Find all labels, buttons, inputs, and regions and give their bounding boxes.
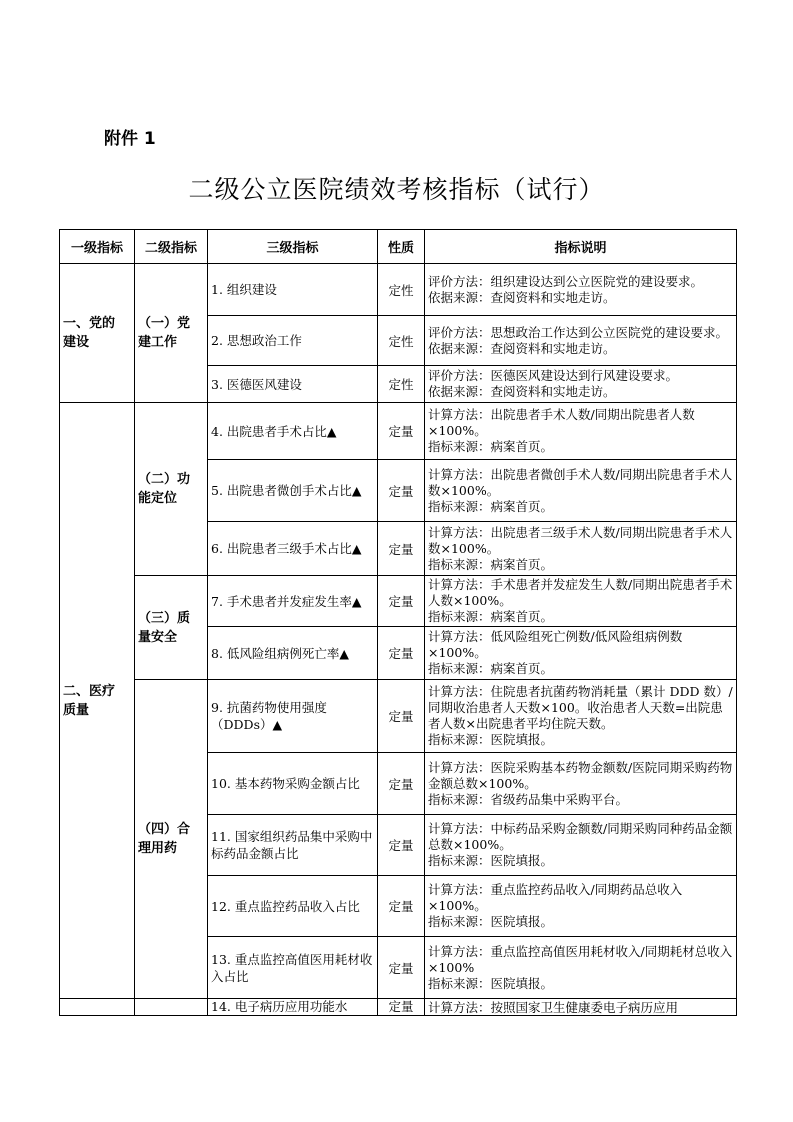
nature-cell: 定量 [378, 627, 425, 680]
table-header-row [60, 230, 737, 264]
table-row [60, 680, 737, 753]
table-row [60, 403, 737, 460]
nature-cell: 定量 [378, 753, 425, 815]
description-cell [425, 460, 737, 522]
description-line: 计算方法：中标药品采购金额数/同期采购同种药品金额总数×100%。 [428, 821, 733, 852]
description-cell [425, 999, 737, 1016]
description-line: 依据来源：查阅资料和实地走访。 [428, 384, 616, 399]
description-line: 指标来源：病案首页。 [428, 498, 554, 514]
table-row [60, 999, 737, 1016]
description-cell [425, 366, 737, 403]
description-line: 计算方法：出院患者手术人数/同期出院患者人数×100%。 [428, 407, 695, 438]
level1-cell [60, 264, 135, 403]
description-cell [425, 876, 737, 937]
description-cell [425, 680, 737, 753]
description-line: 指标来源：病案首页。 [428, 439, 554, 454]
nature-cell: 定量 [378, 815, 425, 876]
description-line: 计算方法：低风险组死亡例数/低风险组病例数×100%。 [428, 629, 683, 660]
level2-cell [135, 403, 208, 576]
indicator-table [59, 229, 737, 1016]
nature-cell: 定量 [378, 876, 425, 937]
level3-cell: 11. 国家组织药品集中采购中标药品金额占比 [208, 815, 378, 876]
description-line: 依据来源：查阅资料和实地走访。 [428, 340, 616, 356]
header-level2: 二级指标 [135, 230, 208, 264]
description-line: 指标来源：医院填报。 [428, 732, 554, 747]
description-line: 计算方法：手术患者并发症发生人数/同期出院患者手术人数×100%。 [428, 577, 733, 608]
level3-cell: 2. 思想政治工作 [208, 316, 378, 366]
header-level1: 一级指标 [60, 230, 135, 264]
header-level3: 三级指标 [208, 230, 378, 264]
level3-cell: 1. 组织建设 [208, 264, 378, 316]
level2-label: （三）质 量安全 [138, 610, 191, 645]
level2-cell [135, 999, 208, 1016]
level2-cell [135, 576, 208, 680]
level3-cell: 6. 出院患者三级手术占比▲ [208, 522, 378, 576]
description-line: 计算方法：按照国家卫生健康委电子病历应用 [428, 999, 679, 1015]
level2-label: （一）党 建工作 [138, 316, 191, 350]
nature-cell: 定性 [378, 264, 425, 316]
nature-cell: 定量 [378, 403, 425, 460]
description-line: 评价方法：组织建设达到公立医院党的建设要求。 [428, 273, 704, 289]
description-cell [425, 627, 737, 680]
level3-cell: 13. 重点监控高值医用耗材收入占比 [208, 937, 378, 999]
nature-cell: 定量 [378, 937, 425, 999]
description-cell [425, 753, 737, 815]
level3-cell: 14. 电子病历应用功能水 [208, 999, 378, 1016]
nature-cell: 定性 [378, 366, 425, 403]
nature-cell: 定量 [378, 680, 425, 753]
description-line: 依据来源：查阅资料和实地走访。 [428, 289, 616, 305]
level1-label: 二、医疗 质量 [63, 683, 116, 718]
description-line: 计算方法：重点监控高值医用耗材收入/同期耗材总收入×100% [428, 943, 733, 975]
description-line: 计算方法：出院患者微创手术人数/同期出院患者手术人数×100%。 [428, 466, 733, 498]
description-line: 评价方法：思想政治工作达到公立医院党的建设要求。 [428, 324, 729, 340]
description-cell [425, 403, 737, 460]
level3-cell: 5. 出院患者微创手术占比▲ [208, 460, 378, 522]
level2-cell [135, 680, 208, 999]
nature-cell: 定性 [378, 316, 425, 366]
level3-cell: 7. 手术患者并发症发生率▲ [208, 576, 378, 627]
document-title: 二级公立医院绩效考核指标（试行） [188, 175, 605, 204]
description-line: 指标来源：医院填报。 [428, 975, 554, 991]
level3-cell: 12. 重点监控药品收入占比 [208, 876, 378, 937]
nature-cell: 定量 [378, 576, 425, 627]
description-line: 指标来源：省级药品集中采购平台。 [428, 791, 629, 807]
level3-cell: 3. 医德医风建设 [208, 366, 378, 403]
description-line: 计算方法：医院采购基本药物金额数/医院同期采购药物金额总数×100%。 [428, 759, 733, 791]
attachment-label: 附件 1 [104, 129, 156, 149]
description-line: 计算方法：出院患者三级手术人数/同期出院患者手术人数×100%。 [428, 524, 733, 556]
nature-cell: 定量 [378, 522, 425, 576]
description-line: 指标来源：医院填报。 [428, 853, 554, 868]
description-cell [425, 815, 737, 876]
level3-cell: 8. 低风险组病例死亡率▲ [208, 627, 378, 680]
description-line: 指标来源：病案首页。 [428, 661, 554, 676]
description-cell [425, 264, 737, 316]
table-row [60, 576, 737, 627]
description-line: 计算方法：住院患者抗菌药物消耗量（累计 DDD 数）/同期收治患者人天数×100。收治患者人天数=出院患者人数×出院患者平均住院天数。 [428, 684, 733, 731]
nature-cell: 定量 [378, 460, 425, 522]
description-line: 评价方法：医德医风建设达到行风建设要求。 [428, 368, 679, 383]
level2-label: （四）合 理用药 [138, 822, 191, 856]
description-line: 指标来源：病案首页。 [428, 556, 554, 572]
table-row [60, 264, 737, 316]
header-nature: 性质 [378, 230, 425, 264]
level2-cell [135, 264, 208, 403]
description-cell [425, 576, 737, 627]
level3-cell: 9. 抗菌药物使用强度（DDDs）▲ [208, 680, 378, 753]
description-cell [425, 937, 737, 999]
level1-cell [60, 999, 135, 1016]
level2-label: （二）功 能定位 [138, 472, 191, 506]
description-line: 指标来源：医院填报。 [428, 914, 554, 929]
nature-cell: 定量 [378, 999, 425, 1016]
header-description: 指标说明 [425, 230, 737, 264]
description-line: 计算方法：重点监控药品收入/同期药品总收入×100%。 [428, 882, 683, 913]
description-cell [425, 522, 737, 576]
level3-cell: 4. 出院患者手术占比▲ [208, 403, 378, 460]
level1-cell [60, 403, 135, 999]
level3-cell: 10. 基本药物采购金额占比 [208, 753, 378, 815]
level1-label: 一、党的 建设 [63, 316, 116, 350]
description-line: 指标来源：病案首页。 [428, 609, 554, 624]
description-cell [425, 316, 737, 366]
